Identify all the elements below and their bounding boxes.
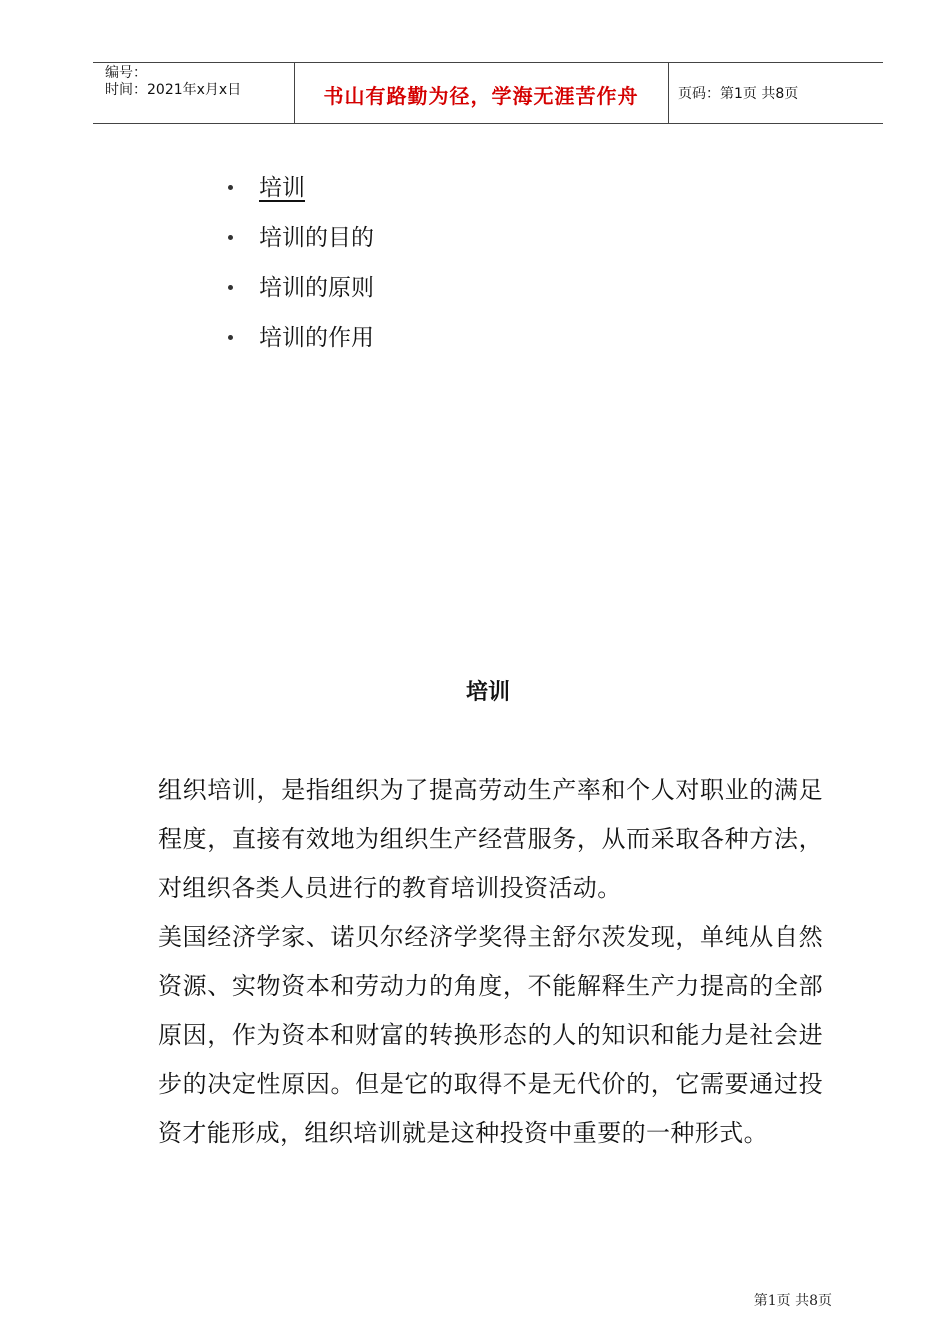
bullet-icon — [228, 285, 233, 290]
toc-link-training[interactable]: 培训 — [259, 174, 305, 201]
bullet-icon — [228, 235, 233, 240]
document-number-label: 编号： — [105, 65, 147, 81]
document-time-label: 时间：2021年x月x日 — [105, 82, 242, 98]
section-body — [158, 766, 823, 1158]
header-bottom-rule — [93, 123, 883, 124]
header-divider-right — [668, 62, 669, 123]
footer-page-info: 第1页 共8页 — [753, 1293, 832, 1309]
header-motto: 书山有路勤为径，学海无涯苦作舟 — [323, 84, 639, 108]
toc-item[interactable] — [228, 160, 374, 210]
toc-item — [228, 310, 374, 360]
header-top-rule — [93, 62, 883, 63]
toc-item-label: 培训的作用 — [259, 324, 374, 351]
toc-item — [228, 210, 374, 260]
toc-item-label: 培训的目的 — [259, 224, 374, 251]
bullet-icon — [228, 185, 233, 190]
header-page-info: 页码：第1页 共8页 — [678, 86, 799, 102]
header-meta — [105, 65, 241, 99]
toc-item-label: 培训的原则 — [259, 274, 374, 301]
paragraph: 组织培训，是指组织为了提高劳动生产率和个人对职业的满足程度，直接有效地为组织生产经营服务，从而采取各种方法，对组织各类人员进行的教育培训投资活动。 — [158, 776, 823, 902]
section-title: 培训 — [465, 679, 510, 705]
toc-item — [228, 260, 374, 310]
toc-list — [228, 160, 374, 360]
bullet-icon — [228, 335, 233, 340]
paragraph: 美国经济学家、诺贝尔经济学奖得主舒尔茨发现，单纯从自然资源、实物资本和劳动力的角度，不能解释生产力提高的全部原因，作为资本和财富的转换形态的人的知识和能力是社会进步的决定性原因。但是它的取得不是无代价的，它需要通过投资才能形成，组织培训就是这种投资中重要的一种形式。 — [158, 923, 823, 1147]
